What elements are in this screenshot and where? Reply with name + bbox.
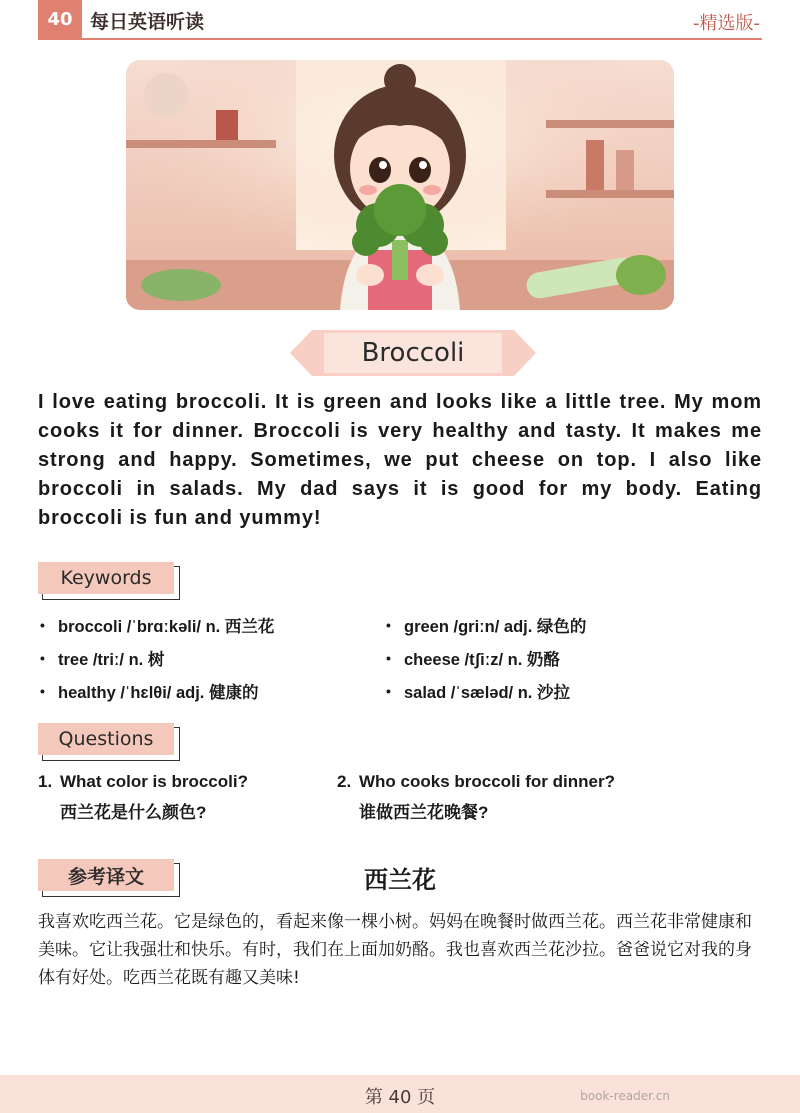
keywords-label: Keywords — [38, 562, 174, 594]
translation-title: 西兰花 — [364, 866, 436, 894]
translation-label: 参考译文 — [38, 859, 174, 891]
story-title: Broccoli — [361, 338, 465, 368]
questions-tab — [38, 723, 180, 759]
page-footer — [0, 1075, 800, 1113]
keyword-item: • salad /ˈsæləd/ n. 沙拉 — [386, 682, 570, 702]
watermark: book-reader.cn — [580, 1089, 670, 1103]
keyword-item: • tree /triː/ n. 树 — [40, 649, 165, 669]
keywords-tab — [38, 562, 180, 598]
translation-tab — [38, 859, 180, 895]
keywords-list-right — [386, 608, 586, 707]
story-illustration — [126, 60, 674, 310]
question-english: Who cooks broccoli for dinner? — [359, 772, 615, 791]
keywords-list-left — [40, 608, 274, 707]
keyword-item: • green /ɡriːn/ adj. 绿色的 — [386, 616, 587, 636]
story-paragraph: I love eating broccoli. It is green and looks like a little tree. My mom cooks it for dinner. Broccoli is very healthy and tasty. It makes me strong and happy. Sometimes, we put cheese on top. I also like broccoli in salads. My dad says it is good for my body. Eating broccoli is fun and yummy! — [38, 391, 762, 529]
question-number: 2. — [337, 772, 352, 791]
page-number-badge: 40 — [38, 0, 82, 38]
question-english: What color is broccoli? — [60, 772, 248, 791]
edition-label: -精选版- — [693, 13, 760, 34]
question-chinese: 西兰花是什么颜色? — [60, 803, 207, 822]
keyword-item: • broccoli /ˈbrɑːkəli/ n. 西兰花 — [40, 616, 275, 636]
keyword-item: • cheese /tʃiːz/ n. 奶酪 — [386, 649, 560, 669]
question-number: 1. — [38, 772, 53, 791]
question-chinese: 谁做西兰花晚餐? — [359, 803, 489, 822]
story-title-banner — [290, 330, 536, 376]
header-divider — [38, 38, 762, 40]
book-title: 每日英语听读 — [90, 11, 205, 33]
questions-label: Questions — [38, 723, 174, 755]
question-item — [38, 772, 248, 823]
question-item — [337, 772, 615, 823]
translation-paragraph: 我喜欢吃西兰花。它是绿色的，看起来像一棵小树。妈妈在晚餐时做西兰花。西兰花非常健康和美味。它让我强壮和快乐。有时，我们在上面加奶酪。我也喜欢西兰花沙拉。爸爸说它对我的身体有好处。吃西兰花既有趣又美味! — [38, 912, 752, 988]
keyword-item: • healthy /ˈhɛlθi/ adj. 健康的 — [40, 682, 259, 702]
footer-page-number: 第 40 页 — [364, 1087, 436, 1108]
page-header — [38, 0, 762, 38]
